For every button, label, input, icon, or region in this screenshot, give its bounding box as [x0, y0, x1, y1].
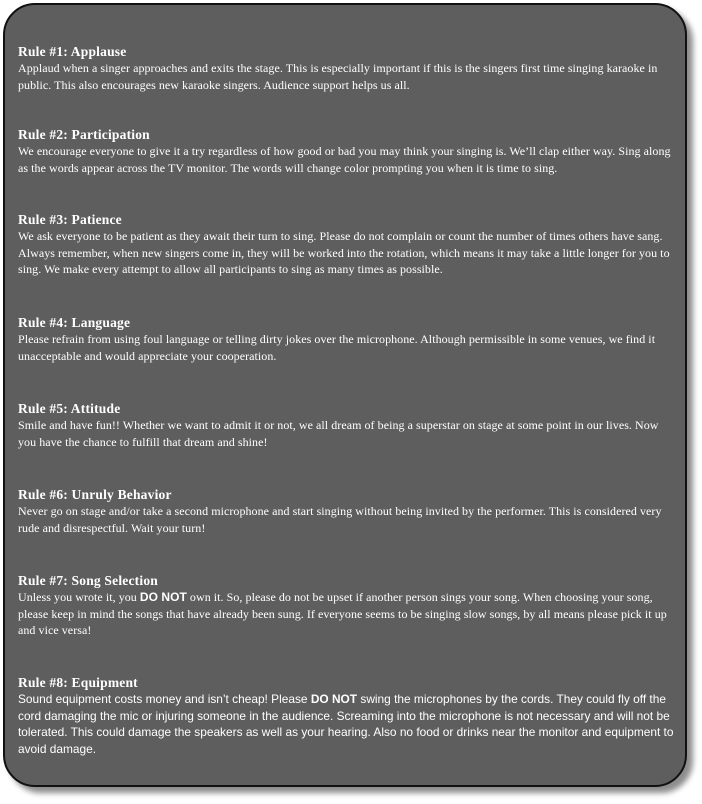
rule-title: Rule #8: Equipment [18, 675, 138, 690]
rule-title: Rule #4: Language [18, 315, 131, 330]
rule-language [18, 314, 678, 364]
rule-body [18, 589, 678, 639]
rule-title: Rule #7: Song Selection [18, 573, 158, 588]
rule-body-text: Sound equipment costs money and isn’t cheap! Please [18, 692, 311, 706]
rule-equipment [18, 674, 678, 757]
rule-title: Rule #2: Participation [18, 127, 150, 142]
rule-body-text: Unless you wrote it, you [18, 590, 140, 604]
rule-body: Please refrain from using foul language or telling dirty jokes over the microphone. Although permissible in some venues, we find it unacceptable and would appreciate your cooperation. [18, 332, 656, 363]
rule-title: Rule #1: Applause [18, 44, 127, 59]
rule-applause [18, 43, 678, 93]
rule-unruly-behavior [18, 486, 678, 536]
rule-body-text: own it. So, please do not be upset if another person sings your song. When choosing your song, please keep in mind the songs that have already been sung. If everyone seems to be singing slow songs, by all means please pick it up and vice versa! [18, 590, 667, 637]
rule-body: Never go on stage and/or take a second microphone and start singing without being invited by the performer. This is considered very rude and disrespectful. Wait your turn! [18, 504, 662, 535]
rule-body: Applaud when a singer approaches and exits the stage. This is especially important if this is the singers first time singing karaoke in public. This also encourages new karaoke singers. Audience support helps us all. [18, 61, 658, 92]
rule-title: Rule #6: Unruly Behavior [18, 487, 172, 502]
rule-body: We encourage everyone to give it a try regardless of how good or bad you may think your singing is. We’ll clap either way. Sing along as the words appear across the TV monitor. The words will change color prompting you when it is time to sing. [18, 144, 671, 175]
rule-body-text: swing the microphones by the cords. They could fly off the cord damaging the mic or injuring someone in the audience. Screaming into the microphone is not necessary and will not be tolerated. This could damage the speakers as well as your hearing. Also no food or drinks near the monitor and equipment to avoid damage. [18, 692, 674, 756]
rule-body: We ask everyone to be patient as they await their turn to sing. Please do not complain or count the number of times others have sang. Always remember, when new singers come in, they will be worked into the rotation, which means it may take a little longer for you to sing. We make every attempt to allow all participants to sing as many times as possible. [18, 229, 670, 276]
rule-attitude [18, 400, 678, 450]
rule-patience [18, 211, 678, 278]
rule-title: Rule #3: Patience [18, 212, 122, 227]
do-not-emphasis: DO NOT [139, 590, 187, 604]
rule-body: Smile and have fun!! Whether we want to admit it or not, we all dream of being a superstar on stage at some point in our lives. Now you have the chance to fulfill that dream and shine! [18, 418, 659, 449]
do-not-emphasis: DO NOT [310, 692, 358, 706]
rules-card [3, 3, 687, 787]
rule-song-selection [18, 572, 678, 639]
rule-participation [18, 126, 678, 176]
rule-body [18, 691, 678, 757]
rule-title: Rule #5: Attitude [18, 401, 121, 416]
